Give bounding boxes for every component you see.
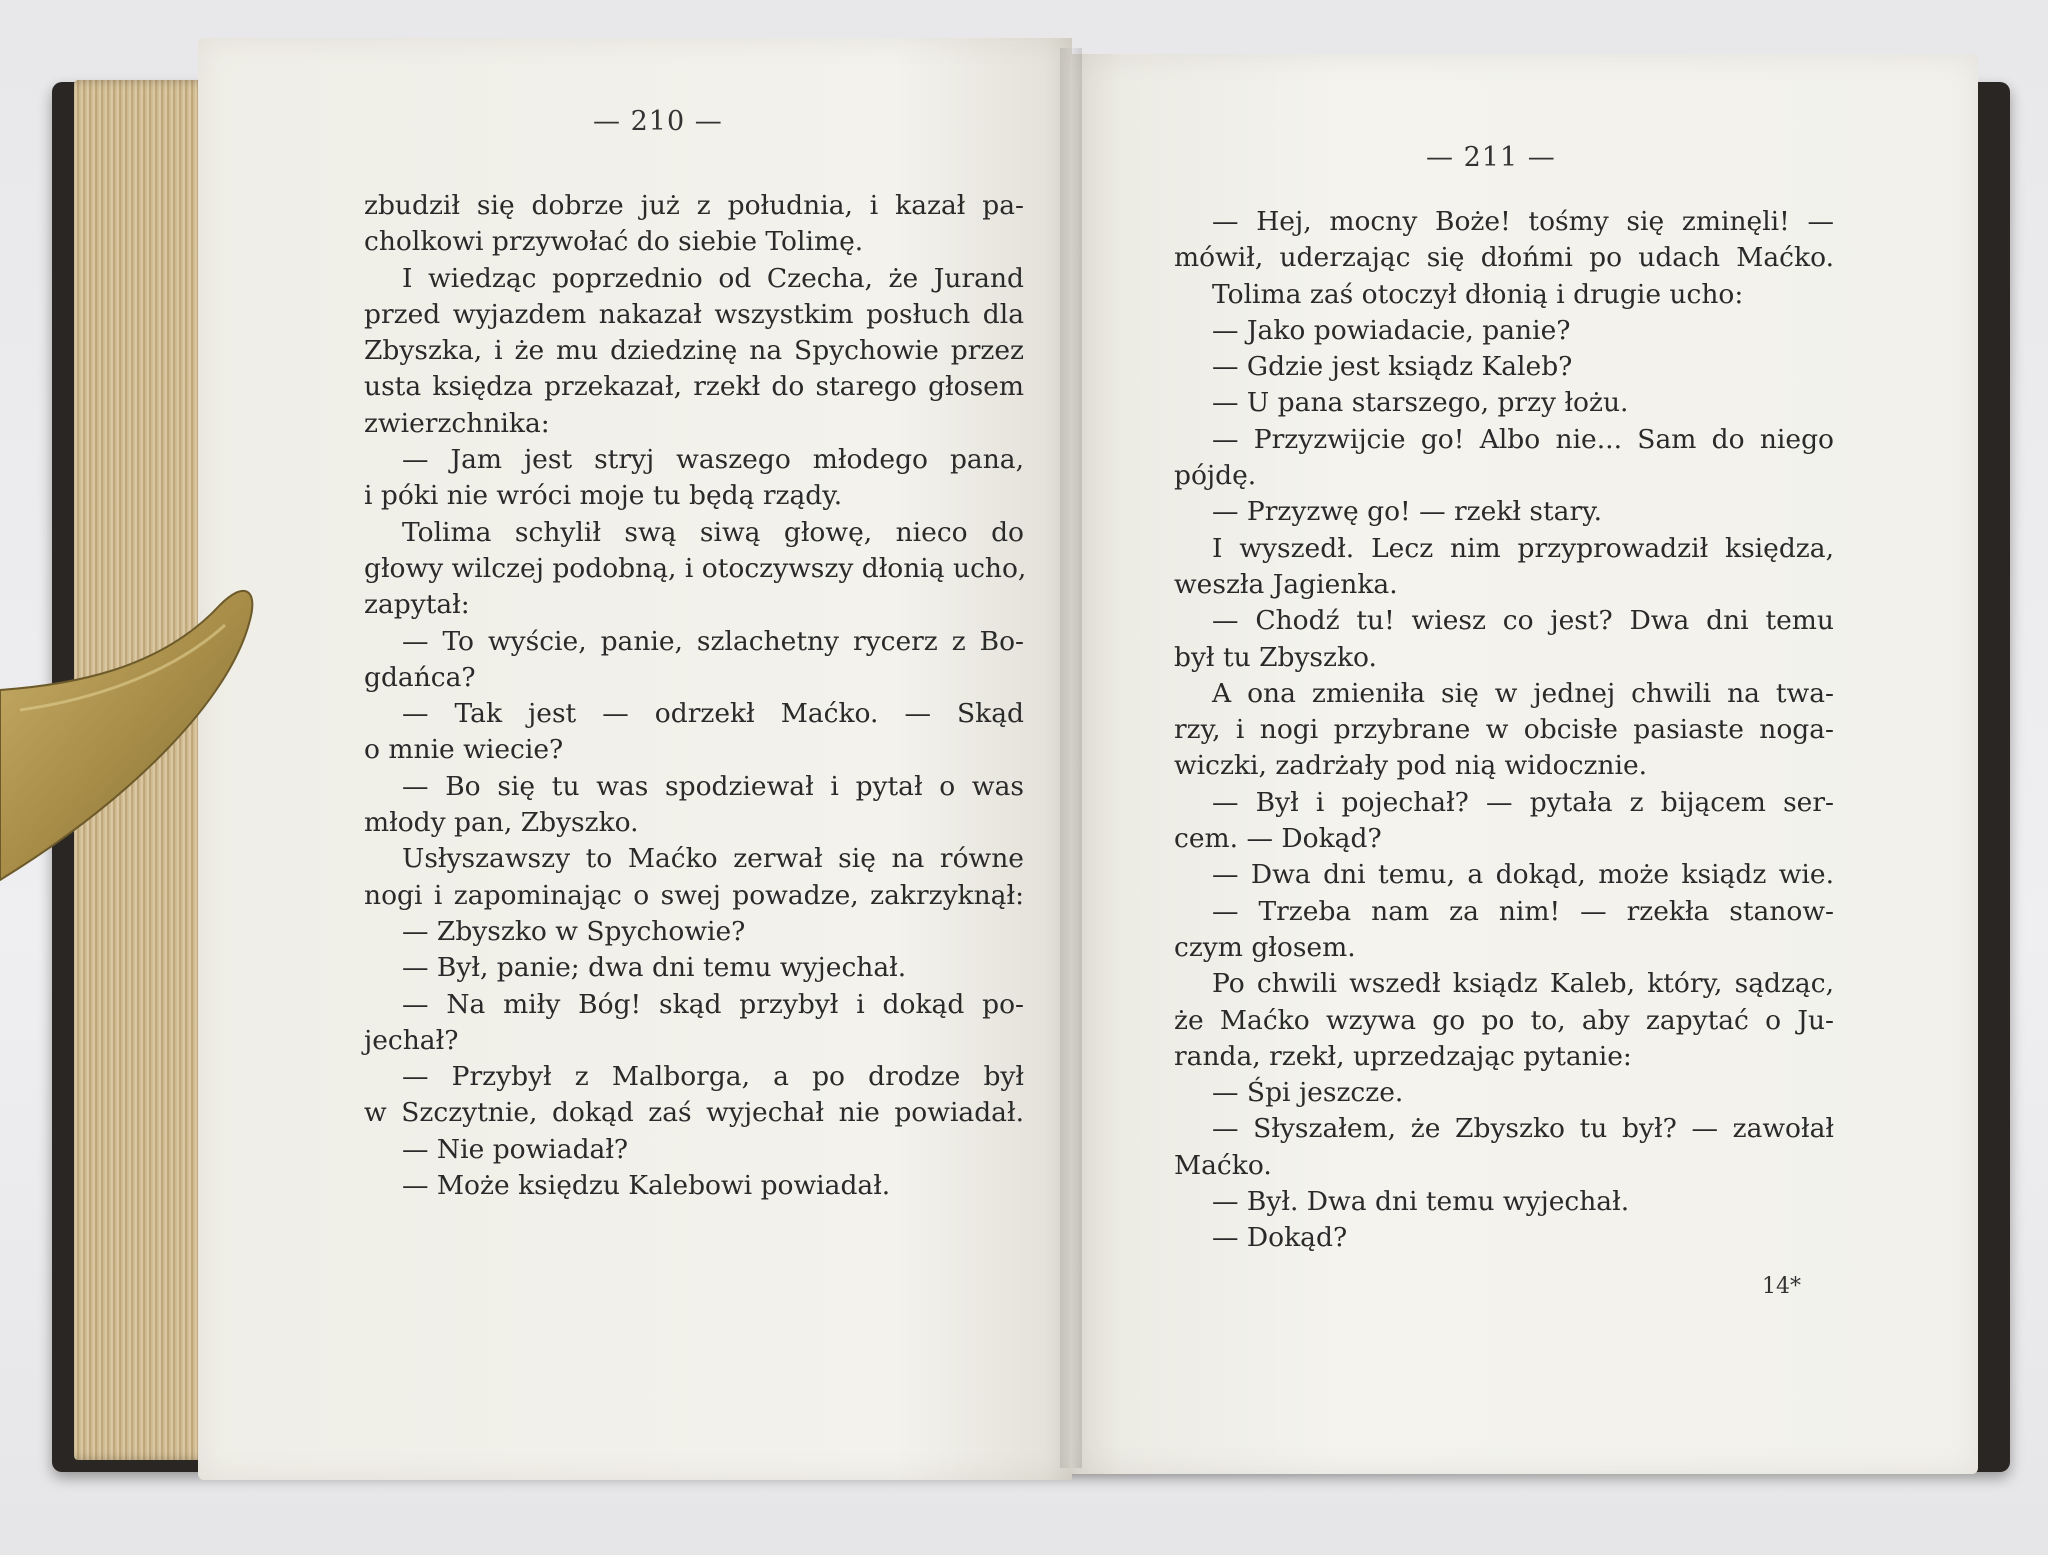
text-line: — Jam jest stryj waszego młodego pana, [402, 444, 1024, 476]
right-page [1068, 54, 1978, 1474]
text-line: I wyszedł. Lecz nim przyprowadził księdza, [1212, 532, 1834, 564]
text-line: wiczki, zadrżały pod nią widocznie. [1174, 750, 1648, 782]
text-line: — Przyzwę go! — rzekł stary. [1212, 496, 1602, 528]
text-line: rzy, i nogi przybrane w obcisłe pasiaste noga- [1174, 714, 1834, 746]
text-line: Maćko. [1174, 1149, 1272, 1181]
text-line: — Dokąd? [1212, 1222, 1348, 1254]
page-number-left: — 210 — [593, 106, 723, 137]
text-line: — Był, panie; dwa dni temu wyjechał. [402, 952, 907, 984]
text-line: usta księdza przekazał, rzekł do starego głosem [364, 371, 1024, 403]
text-line: Tolima zaś otoczył dłonią i drugie ucho: [1212, 278, 1744, 310]
text-line: A ona zmieniła się w jednej chwili na twa- [1212, 677, 1834, 709]
text-line: — Przyzwijcie go! Albo nie... Sam do niego [1212, 423, 1834, 455]
text-line: — Jako powiadacie, panie? [1212, 314, 1571, 346]
text-line: — Słyszałem, że Zbyszko tu był? — zawołał [1212, 1113, 1834, 1145]
text-line: że Maćko wzywa go po to, aby zapytać o Ju- [1174, 1004, 1834, 1036]
text-line: jechał? [364, 1024, 459, 1056]
text-line: o mnie wiecie? [364, 734, 564, 766]
book-gutter [1060, 48, 1082, 1468]
text-line: zbudził się dobrze już z południa, i kazał pa- [364, 190, 1024, 221]
text-line: — Nie powiadał? [402, 1133, 629, 1165]
text-line: — Na miły Bóg! skąd przybył i dokąd po- [402, 988, 1024, 1020]
text-line: młody pan, Zbyszko. [364, 807, 639, 839]
text-line: — Bo się tu was spodziewał i pytał o was [402, 770, 1024, 802]
text-line: cem. — Dokąd? [1174, 823, 1382, 855]
text-line: randa, rzekł, uprzedzając pytanie: [1174, 1040, 1632, 1072]
text-line: weszła Jagienka. [1174, 568, 1398, 600]
text-line: przed wyjazdem nakazał wszystkim posłuch dla [364, 298, 1024, 330]
text-line: — U pana starszego, przy łożu. [1212, 387, 1629, 419]
brass-bookmark-icon [0, 580, 270, 910]
text-line: nogi i zapominając o swej powadze, zakrzyknął: [364, 879, 1024, 911]
left-page [198, 38, 1072, 1480]
text-line: był tu Zbyszko. [1174, 641, 1377, 673]
text-line: — Tak jest — odrzekł Maćko. — Skąd [402, 698, 1024, 730]
text-line: — Zbyszko w Spychowie? [402, 915, 746, 947]
page-number-right: — 211 — [1426, 142, 1556, 173]
text-line: — Gdzie jest ksiądz Kaleb? [1212, 351, 1573, 383]
text-line: gdańca? [364, 661, 476, 693]
text-line: Po chwili wszedł ksiądz Kaleb, który, sądząc, [1212, 968, 1834, 1000]
text-line: — Był i pojechał? — pytała z bijącem ser- [1212, 786, 1834, 818]
text-line: zwierzchnika: [364, 407, 550, 439]
text-line: — Przybył z Malborga, a po drodze był [402, 1061, 1024, 1093]
text-line: i póki nie wróci moje tu będą rządy. [364, 480, 843, 512]
text-line: — Był. Dwa dni temu wyjechał. [1212, 1186, 1630, 1218]
text-line: głowy wilczej podobną, i otoczywszy dłonią ucho, [364, 552, 1027, 584]
text-line: mówił, uderzając się dłońmi po udach Maćko. [1174, 242, 1834, 274]
left-page-text [364, 188, 1027, 1204]
text-line: — Może księdzu Kalebowi powiadał. [402, 1170, 891, 1202]
text-line: I wiedząc poprzednio od Czecha, że Jurand [402, 262, 1024, 294]
right-page-text [1174, 204, 1834, 1257]
text-line: czym głosem. [1174, 931, 1356, 963]
text-line: pójdę. [1174, 460, 1257, 492]
text-line: Tolima schylił swą siwą głowę, nieco do [402, 516, 1024, 548]
text-line: cholkowi przywołać do siebie Tolimę. [364, 226, 864, 258]
text-line: — To wyście, panie, szlachetny rycerz z Bo- [402, 625, 1024, 657]
text-line: — Śpi jeszcze. [1212, 1077, 1404, 1109]
text-line: Zbyszka, i że mu dziedzinę na Spychowie przez [364, 335, 1024, 367]
text-line: zapytał: [364, 589, 470, 621]
text-line: — Dwa dni temu, a dokąd, może ksiądz wie. [1212, 859, 1834, 891]
text-line: w Szczytnie, dokąd zaś wyjechał nie powiadał. [364, 1097, 1024, 1129]
text-line: Usłyszawszy to Maćko zerwał się na równe [402, 843, 1024, 875]
text-line: — Chodź tu! wiesz co jest? Dwa dni temu [1212, 605, 1834, 637]
text-line: — Trzeba nam za nim! — rzekła stanow- [1212, 895, 1834, 927]
text-line: — Hej, mocny Boże! tośmy się zminęli! — [1212, 206, 1834, 237]
printer-signature-mark: 14* [1762, 1274, 1801, 1299]
